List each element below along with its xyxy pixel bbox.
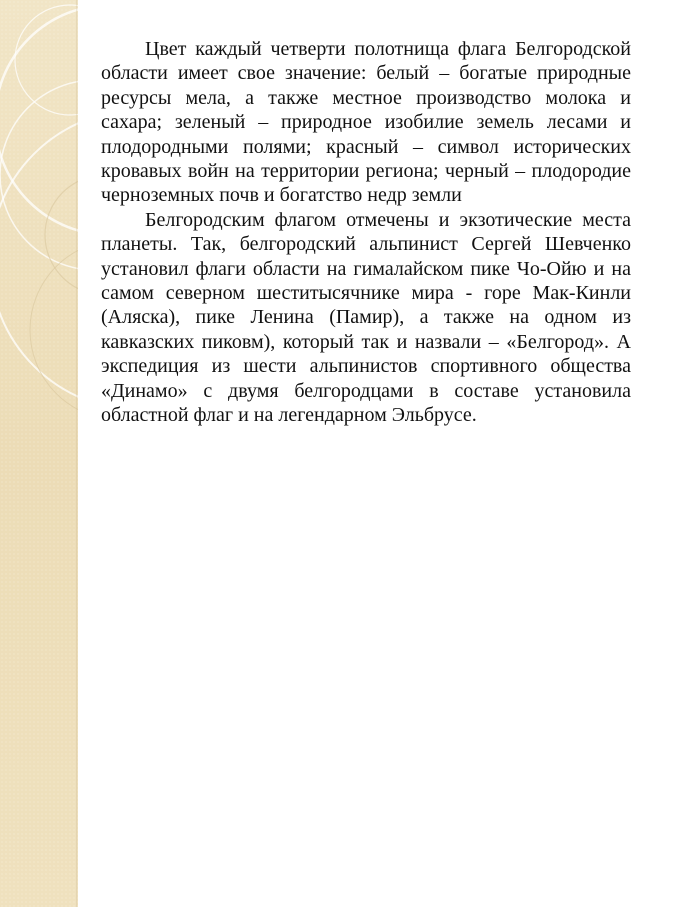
- paragraph-expeditions: Белгородским флагом отмечены и экзотические места планеты. Так, белгородский альпинист Сергей Шевченко установил флаги области на гималайском пике Чо-Ойю и на самом северном шеститысячнике мира - горе Мак-Кинли (Аляска), пике Ленина (Памир), а также на одном из кавказских пиковм), который так и назвали – «Белгород». А экспедиция из шести альпинистов спортивного общества «Динамо» с двумя белгородцами в составе установила областной флаг и на легендарном Эльбрусе.: [101, 208, 631, 427]
- document-body: [101, 37, 631, 428]
- band-edge-shadow: [76, 0, 78, 907]
- decorative-rings-icon: [0, 0, 78, 907]
- decorative-side-band: [0, 0, 78, 907]
- paragraph-flag-colors: Цвет каждый четверти полотнища флага Белгородской области имеет свое значение: белый – богатые природные ресурсы мела, а также местное производство молока и сахара; зеленый – природное изобилие земель лесами и плодородными полями; красный – символ исторических кровавых войн на территории региона; черный – плодородие черноземных почв и богатство недр земли: [101, 38, 631, 207]
